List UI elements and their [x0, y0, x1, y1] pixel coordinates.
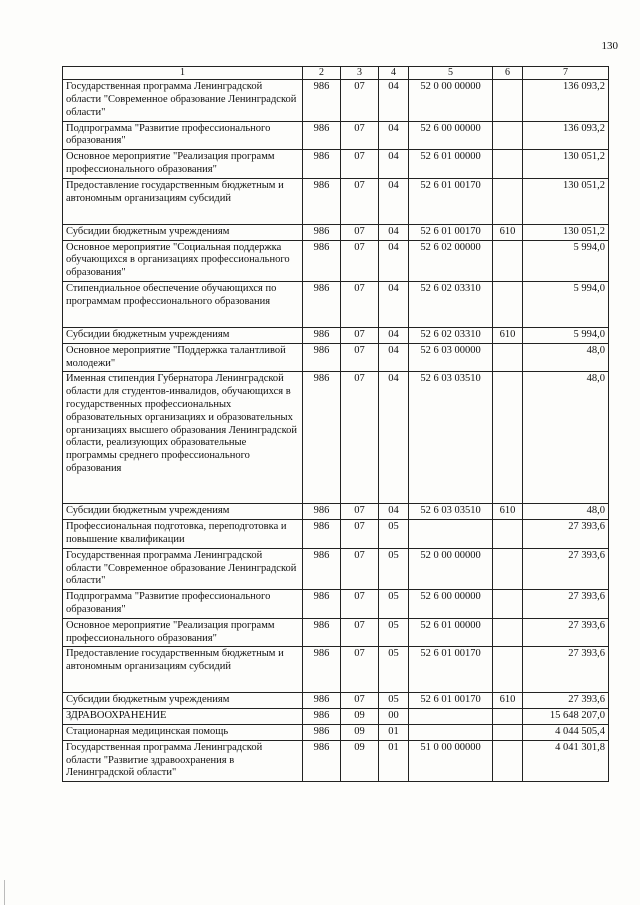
- row-ministry-code: 986: [303, 740, 341, 781]
- row-amount: 136 093,2: [523, 121, 609, 150]
- row-name: Субсидии бюджетным учреждениям: [63, 327, 303, 343]
- row-subsection: 05: [379, 590, 409, 619]
- row-section: 07: [341, 548, 379, 589]
- row-ministry-code: 986: [303, 121, 341, 150]
- row-expense-type: [493, 150, 523, 179]
- row-ministry-code: 986: [303, 240, 341, 281]
- header-row: [63, 67, 609, 80]
- row-target-article: 52 6 01 00170: [409, 178, 493, 224]
- row-subsection: 04: [379, 504, 409, 520]
- row-amount: 4 044 505,4: [523, 724, 609, 740]
- row-subsection: 04: [379, 372, 409, 504]
- row-subsection: 04: [379, 343, 409, 372]
- row-name: Профессиональная подготовка, переподготовка и повышение квалификации: [63, 520, 303, 549]
- row-ministry-code: 986: [303, 618, 341, 647]
- row-subsection: 05: [379, 618, 409, 647]
- row-expense-type: [493, 372, 523, 504]
- table-row: [63, 740, 609, 781]
- row-target-article: 52 6 00 00000: [409, 590, 493, 619]
- table-row: [63, 693, 609, 709]
- row-section: 07: [341, 150, 379, 179]
- row-name: Государственная программа Ленинградской области "Современное образование Ленинградской области": [63, 80, 303, 121]
- row-name: Подпрограмма "Развитие профессионального образования": [63, 121, 303, 150]
- table-row: [63, 121, 609, 150]
- scan-edge-mark: [4, 880, 5, 905]
- row-expense-type: [493, 240, 523, 281]
- header-cell: 6: [493, 67, 523, 80]
- table-row: [63, 520, 609, 549]
- header-cell: 1: [63, 67, 303, 80]
- row-target-article: 52 6 01 00000: [409, 150, 493, 179]
- row-subsection: 04: [379, 121, 409, 150]
- row-expense-type: 610: [493, 224, 523, 240]
- row-name: Стационарная медицинская помощь: [63, 724, 303, 740]
- row-target-article: 51 0 00 00000: [409, 740, 493, 781]
- row-ministry-code: 986: [303, 224, 341, 240]
- row-ministry-code: 986: [303, 150, 341, 179]
- row-expense-type: [493, 548, 523, 589]
- row-target-article: 52 6 03 00000: [409, 343, 493, 372]
- row-name: Стипендиальное обеспечение обучающихся по программам профессионального образования: [63, 281, 303, 327]
- row-target-article: 52 6 01 00170: [409, 224, 493, 240]
- row-section: 07: [341, 647, 379, 693]
- row-ministry-code: 986: [303, 281, 341, 327]
- table-row: [63, 709, 609, 725]
- row-amount: 27 393,6: [523, 647, 609, 693]
- row-name: Субсидии бюджетным учреждениям: [63, 693, 303, 709]
- row-target-article: [409, 724, 493, 740]
- row-name: Именная стипендия Губернатора Ленинградской области для студентов-инвалидов, обучающихся в государственных профессиональных образовательных организациях и образовательных организациях высшего образования Ленинградской области, реализующих образовательные программы среднего профессионального образования: [63, 372, 303, 504]
- row-expense-type: [493, 724, 523, 740]
- row-section: 09: [341, 724, 379, 740]
- row-amount: 48,0: [523, 343, 609, 372]
- row-name: Основное мероприятие "Социальная поддержка обучающихся в организациях профессионального образования": [63, 240, 303, 281]
- row-name: ЗДРАВООХРАНЕНИЕ: [63, 709, 303, 725]
- row-expense-type: 610: [493, 327, 523, 343]
- table-row: [63, 647, 609, 693]
- row-expense-type: [493, 618, 523, 647]
- row-amount: 136 093,2: [523, 80, 609, 121]
- row-expense-type: 610: [493, 693, 523, 709]
- table-row: [63, 590, 609, 619]
- row-amount: 27 393,6: [523, 520, 609, 549]
- header-cell: 4: [379, 67, 409, 80]
- row-expense-type: [493, 178, 523, 224]
- table-row: [63, 150, 609, 179]
- row-expense-type: [493, 709, 523, 725]
- row-ministry-code: 986: [303, 327, 341, 343]
- row-name: Предоставление государственным бюджетным и автономным организациям субсидий: [63, 647, 303, 693]
- row-section: 07: [341, 224, 379, 240]
- row-subsection: 04: [379, 178, 409, 224]
- row-name: Государственная программа Ленинградской области "Современное образование Ленинградской области": [63, 548, 303, 589]
- row-section: 07: [341, 520, 379, 549]
- table-row: [63, 240, 609, 281]
- row-section: 07: [341, 504, 379, 520]
- row-section: 07: [341, 693, 379, 709]
- row-ministry-code: 986: [303, 178, 341, 224]
- row-subsection: 04: [379, 224, 409, 240]
- row-ministry-code: 986: [303, 724, 341, 740]
- table-row: [63, 372, 609, 504]
- table-row: [63, 504, 609, 520]
- row-expense-type: 610: [493, 504, 523, 520]
- row-amount: 5 994,0: [523, 327, 609, 343]
- row-name: Предоставление государственным бюджетным и автономным организациям субсидий: [63, 178, 303, 224]
- budget-table: [62, 66, 609, 782]
- row-amount: 27 393,6: [523, 548, 609, 589]
- row-expense-type: [493, 740, 523, 781]
- header-cell: 7: [523, 67, 609, 80]
- table-row: [63, 80, 609, 121]
- row-target-article: 52 6 03 03510: [409, 504, 493, 520]
- header-cell: 2: [303, 67, 341, 80]
- row-section: 07: [341, 618, 379, 647]
- row-ministry-code: 986: [303, 647, 341, 693]
- row-name: Субсидии бюджетным учреждениям: [63, 224, 303, 240]
- row-target-article: 52 0 00 00000: [409, 548, 493, 589]
- row-subsection: 00: [379, 709, 409, 725]
- row-section: 07: [341, 178, 379, 224]
- row-subsection: 04: [379, 281, 409, 327]
- row-ministry-code: 986: [303, 520, 341, 549]
- table-row: [63, 327, 609, 343]
- row-amount: 48,0: [523, 504, 609, 520]
- row-amount: 27 393,6: [523, 693, 609, 709]
- row-amount: 130 051,2: [523, 178, 609, 224]
- row-expense-type: [493, 647, 523, 693]
- row-section: 07: [341, 372, 379, 504]
- row-subsection: 04: [379, 150, 409, 179]
- header-cell: 3: [341, 67, 379, 80]
- row-ministry-code: 986: [303, 709, 341, 725]
- row-target-article: 52 6 03 03510: [409, 372, 493, 504]
- row-amount: 15 648 207,0: [523, 709, 609, 725]
- row-ministry-code: 986: [303, 693, 341, 709]
- row-target-article: 52 6 00 00000: [409, 121, 493, 150]
- row-section: 07: [341, 343, 379, 372]
- row-subsection: 05: [379, 693, 409, 709]
- row-amount: 27 393,6: [523, 618, 609, 647]
- row-subsection: 01: [379, 740, 409, 781]
- row-ministry-code: 986: [303, 548, 341, 589]
- row-subsection: 04: [379, 327, 409, 343]
- row-target-article: 52 6 01 00000: [409, 618, 493, 647]
- row-amount: 48,0: [523, 372, 609, 504]
- table-row: [63, 548, 609, 589]
- row-expense-type: [493, 590, 523, 619]
- row-name: Основное мероприятие "Реализация программ профессионального образования": [63, 150, 303, 179]
- row-expense-type: [493, 121, 523, 150]
- table-body: [63, 80, 609, 782]
- row-name: Государственная программа Ленинградской области "Развитие здравоохранения в Ленинградской области": [63, 740, 303, 781]
- page-number: 130: [601, 40, 618, 52]
- row-amount: 130 051,2: [523, 224, 609, 240]
- row-expense-type: [493, 343, 523, 372]
- row-name: Субсидии бюджетным учреждениям: [63, 504, 303, 520]
- header-cell: 5: [409, 67, 493, 80]
- row-section: 07: [341, 590, 379, 619]
- row-subsection: 04: [379, 240, 409, 281]
- row-subsection: 05: [379, 647, 409, 693]
- table-row: [63, 618, 609, 647]
- row-target-article: 52 0 00 00000: [409, 80, 493, 121]
- row-subsection: 04: [379, 80, 409, 121]
- row-ministry-code: 986: [303, 80, 341, 121]
- row-amount: 5 994,0: [523, 240, 609, 281]
- row-amount: 130 051,2: [523, 150, 609, 179]
- row-target-article: 52 6 02 00000: [409, 240, 493, 281]
- row-section: 09: [341, 709, 379, 725]
- row-section: 07: [341, 240, 379, 281]
- row-section: 07: [341, 80, 379, 121]
- table-row: [63, 281, 609, 327]
- row-expense-type: [493, 80, 523, 121]
- table-row: [63, 178, 609, 224]
- row-name: Основное мероприятие "Реализация программ профессионального образования": [63, 618, 303, 647]
- row-subsection: 01: [379, 724, 409, 740]
- row-target-article: 52 6 02 03310: [409, 327, 493, 343]
- row-target-article: 52 6 02 03310: [409, 281, 493, 327]
- row-target-article: [409, 709, 493, 725]
- row-amount: 4 041 301,8: [523, 740, 609, 781]
- row-target-article: 52 6 01 00170: [409, 647, 493, 693]
- row-ministry-code: 986: [303, 372, 341, 504]
- row-ministry-code: 986: [303, 343, 341, 372]
- row-target-article: [409, 520, 493, 549]
- row-section: 07: [341, 121, 379, 150]
- table-row: [63, 224, 609, 240]
- row-target-article: 52 6 01 00170: [409, 693, 493, 709]
- table-row: [63, 343, 609, 372]
- row-name: Основное мероприятие "Поддержка талантливой молодежи": [63, 343, 303, 372]
- row-section: 07: [341, 281, 379, 327]
- table-row: [63, 724, 609, 740]
- row-section: 09: [341, 740, 379, 781]
- row-ministry-code: 986: [303, 504, 341, 520]
- row-amount: 27 393,6: [523, 590, 609, 619]
- row-amount: 5 994,0: [523, 281, 609, 327]
- row-expense-type: [493, 281, 523, 327]
- row-section: 07: [341, 327, 379, 343]
- row-subsection: 05: [379, 548, 409, 589]
- row-subsection: 05: [379, 520, 409, 549]
- row-name: Подпрограмма "Развитие профессионального образования": [63, 590, 303, 619]
- row-ministry-code: 986: [303, 590, 341, 619]
- row-expense-type: [493, 520, 523, 549]
